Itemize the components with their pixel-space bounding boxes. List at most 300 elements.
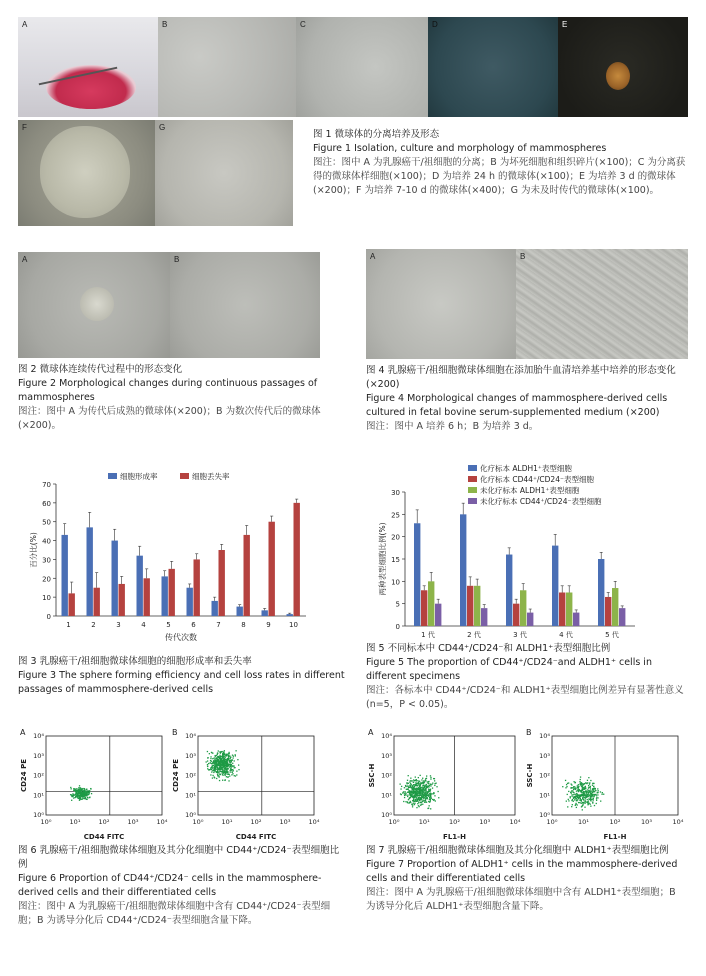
scatter-point xyxy=(421,779,422,780)
y-tick-label: 60 xyxy=(42,499,51,508)
scatter-point xyxy=(429,801,430,802)
scatter-point xyxy=(234,760,235,761)
y-tick-label: 0 xyxy=(46,613,51,621)
caption-note: 图注：图中 A 培养 6 h；B 为培养 3 d。 xyxy=(366,421,539,432)
caption-title-en: Figure 1 Isolation, culture and morphology of mammospheres xyxy=(313,143,607,154)
bar xyxy=(428,581,434,626)
scatter-point xyxy=(431,798,432,799)
scatter-point xyxy=(424,787,425,788)
scatter-point xyxy=(422,801,423,802)
scatter-point xyxy=(231,774,232,775)
scatter-point xyxy=(590,780,591,781)
scatter-point xyxy=(227,772,228,773)
scatter-point xyxy=(413,791,414,792)
x-tick-label: 10 xyxy=(289,621,298,629)
x-tick-label: 10³ xyxy=(127,818,139,826)
y-tick-label: 10² xyxy=(185,771,196,780)
y-tick-label: 10⁴ xyxy=(381,732,392,740)
scatter-point xyxy=(225,759,226,760)
legend-swatch xyxy=(468,476,477,482)
scatter-point xyxy=(230,757,231,758)
scatter-point xyxy=(421,802,422,803)
scatter-point xyxy=(413,779,414,780)
panel-label: A xyxy=(368,728,374,737)
scatter-point xyxy=(427,791,428,792)
scatter-point xyxy=(416,797,417,798)
scatter-point xyxy=(227,760,228,761)
bar xyxy=(94,588,100,616)
scatter-point xyxy=(580,779,581,780)
scatter-point xyxy=(593,798,594,799)
scatter-point xyxy=(424,797,425,798)
scatter-point xyxy=(571,796,572,797)
scatter-point xyxy=(579,800,580,801)
scatter-point xyxy=(236,771,237,772)
scatter-point xyxy=(408,786,409,787)
scatter-point xyxy=(579,781,580,782)
scatter-point xyxy=(585,797,586,798)
scatter-point xyxy=(584,807,585,808)
scatter-point xyxy=(420,783,421,784)
scatter-point xyxy=(78,789,79,790)
scatter-point xyxy=(207,766,208,767)
fig4-panel-b xyxy=(516,249,688,359)
scatter-point xyxy=(214,757,215,758)
scatter-point xyxy=(576,787,577,788)
scatter-point xyxy=(586,782,587,783)
scatter-point xyxy=(428,789,429,790)
scatter-point xyxy=(420,805,421,806)
scatter-point xyxy=(228,780,229,781)
scatter-point xyxy=(425,785,426,786)
scatter-point xyxy=(226,754,227,755)
x-tick-label: 10⁴ xyxy=(156,818,168,826)
scatter-point xyxy=(238,764,239,765)
scatter-point xyxy=(413,797,414,798)
y-tick-label: 10⁰ xyxy=(185,811,196,819)
scatter-point xyxy=(222,770,223,771)
scatter-point xyxy=(215,761,216,762)
scatter-point xyxy=(218,764,219,765)
scatter-point xyxy=(404,787,405,788)
scatter-point xyxy=(417,800,418,801)
fig1-panel-b xyxy=(158,17,296,117)
scatter-point xyxy=(214,759,215,760)
scatter-point xyxy=(416,780,417,781)
y-tick-label: 10 xyxy=(391,578,400,587)
scatter-point xyxy=(415,794,416,795)
scatter-point xyxy=(593,791,594,792)
scatter-point xyxy=(410,801,411,802)
y-tick-label: 10³ xyxy=(539,751,550,760)
scatter-point xyxy=(416,807,417,808)
scatter-point xyxy=(412,804,413,805)
scatter-point xyxy=(573,797,574,798)
x-axis-label: CD44 FITC xyxy=(83,833,125,841)
scatter-point xyxy=(576,807,577,808)
scatter-point xyxy=(572,790,573,791)
fig1-caption xyxy=(313,128,688,198)
x-tick-label: 10³ xyxy=(479,818,491,826)
bar xyxy=(612,588,618,626)
scatter-point xyxy=(581,799,582,800)
scatter-point xyxy=(89,797,90,798)
scatter-point xyxy=(211,761,212,762)
scatter-point xyxy=(421,783,422,784)
scatter-point xyxy=(413,788,414,789)
scatter-point xyxy=(215,756,216,757)
bar xyxy=(460,514,466,626)
scatter-point xyxy=(220,757,221,758)
scatter-point xyxy=(587,780,588,781)
caption-title-en: Figure 2 Morphological changes during continuous passages of mammospheres xyxy=(18,378,318,403)
scatter-point xyxy=(218,758,219,759)
scatter-point xyxy=(407,780,408,781)
scatter-point xyxy=(217,775,218,776)
scatter-point xyxy=(588,785,589,786)
caption-title-en: Figure 7 Proportion of ALDH1⁺ cells in the mammosphere-derived cells and their differentiated cells xyxy=(366,859,678,884)
scatter-point xyxy=(81,794,82,795)
scatter-point xyxy=(565,780,566,781)
scatter-point xyxy=(415,776,416,777)
scatter-point xyxy=(229,759,230,760)
scatter-point xyxy=(407,801,408,802)
scatter-point xyxy=(76,795,77,796)
scatter-point xyxy=(578,786,579,787)
y-tick-label: 0 xyxy=(395,623,400,631)
scatter-point xyxy=(405,786,406,787)
fig7-flow-plot-b xyxy=(524,726,684,841)
scatter-point xyxy=(210,756,211,757)
scatter-point xyxy=(422,797,423,798)
scatter-point xyxy=(584,803,585,804)
scatter-point xyxy=(401,794,402,795)
caption-title-en: Figure 6 Proportion of CD44⁺/CD24⁻ cells in the mammosphere-derived cells and their differentiated cells xyxy=(18,873,322,898)
scatter-point xyxy=(417,791,418,792)
scatter-point xyxy=(588,777,589,778)
scatter-point xyxy=(589,799,590,800)
x-tick-label: 10⁴ xyxy=(308,818,320,826)
scatter-point xyxy=(80,790,81,791)
scatter-point xyxy=(432,799,433,800)
scatter-point xyxy=(575,799,576,800)
scatter-point xyxy=(578,790,579,791)
scatter-point xyxy=(572,792,573,793)
scatter-point xyxy=(216,771,217,772)
y-axis-label: CD24 PE xyxy=(20,758,28,793)
scatter-point xyxy=(217,772,218,773)
scatter-point xyxy=(220,761,221,762)
scatter-point xyxy=(217,767,218,768)
scatter-point xyxy=(78,798,79,799)
scatter-point xyxy=(422,804,423,805)
scatter-point xyxy=(73,788,74,789)
scatter-point xyxy=(426,795,427,796)
scatter-point xyxy=(602,792,603,793)
bar xyxy=(137,556,143,616)
scatter-point xyxy=(568,791,569,792)
scatter-point xyxy=(428,786,429,787)
bar xyxy=(527,613,533,626)
scatter-point xyxy=(592,788,593,789)
scatter-point xyxy=(603,794,604,795)
scatter-point xyxy=(76,791,77,792)
scatter-point xyxy=(429,798,430,799)
scatter-point xyxy=(422,778,423,779)
y-tick-label: 10⁰ xyxy=(381,811,392,819)
x-tick-label: 10² xyxy=(250,818,262,826)
mammosphere xyxy=(80,287,114,321)
scatter-point xyxy=(597,788,598,789)
scatter-point xyxy=(418,795,419,796)
scatter-point xyxy=(207,757,208,758)
panel-label: B xyxy=(172,728,178,737)
scatter-point xyxy=(409,782,410,783)
scatter-point xyxy=(227,765,228,766)
scatter-point xyxy=(428,801,429,802)
scatter-point xyxy=(430,789,431,790)
scatter-point xyxy=(80,796,81,797)
scatter-point xyxy=(230,763,231,764)
scatter-point xyxy=(587,799,588,800)
legend-label: 细胞丢失率 xyxy=(192,472,230,481)
scatter-point xyxy=(216,758,217,759)
scatter-point xyxy=(424,802,425,803)
panel-label: B xyxy=(520,252,526,261)
scatter-point xyxy=(580,776,581,777)
fig1-panel-a xyxy=(18,17,158,117)
scatter-point xyxy=(72,795,73,796)
x-tick-label: 10⁴ xyxy=(509,818,521,826)
scatter-point xyxy=(217,770,218,771)
scatter-point xyxy=(211,767,212,768)
scatter-point xyxy=(71,788,72,789)
scatter-point xyxy=(209,762,210,763)
bar xyxy=(520,590,526,626)
scatter-point xyxy=(600,791,601,792)
scatter-point xyxy=(576,790,577,791)
scatter-point xyxy=(587,804,588,805)
scatter-point xyxy=(224,750,225,751)
scatter-point xyxy=(583,792,584,793)
scatter-point xyxy=(222,760,223,761)
scatter-point xyxy=(235,750,236,751)
caption-note: 图注：图中 A 为传代后成熟的微球体(×200)；B 为数次传代后的微球体(×200)。 xyxy=(18,406,321,431)
y-tick-label: 10⁰ xyxy=(33,811,44,819)
scatter-point xyxy=(73,790,74,791)
scatter-point xyxy=(597,794,598,795)
scatter-point xyxy=(420,775,421,776)
scatter-point xyxy=(223,755,224,756)
scatter-point xyxy=(404,793,405,794)
scatter-point xyxy=(418,789,419,790)
scatter-point xyxy=(407,795,408,796)
caption-note: 图注：图中 A 为乳腺癌干/祖细胞的分离；B 为坏死细胞和组织碎片(×100)；C 为分离获得的微球体样细胞(×100)；D 为培养 24 h 的微球体(×100)；E 为培养 3 d 的微球体(×200)；F 为培养 7-10 d 的微球体(×400)；G 为未及时传代的微球体(×100)。 xyxy=(313,157,686,196)
scatter-point xyxy=(212,777,213,778)
fig1-panel-d xyxy=(428,17,558,117)
scatter-point xyxy=(418,787,419,788)
scatter-point xyxy=(574,788,575,789)
x-tick-label: 10³ xyxy=(279,818,291,826)
scatter-point xyxy=(568,782,569,783)
caption-title-cn: 图 2 微球体连续传代过程中的形态变化 xyxy=(18,364,183,375)
panel-label: F xyxy=(22,123,27,132)
bar xyxy=(269,522,275,616)
fig4-panel-a xyxy=(366,249,516,359)
scatter-point xyxy=(221,767,222,768)
scatter-point xyxy=(422,787,423,788)
scatter-point xyxy=(425,780,426,781)
scatter-point xyxy=(207,764,208,765)
scatter-point xyxy=(207,760,208,761)
scatter-point xyxy=(226,772,227,773)
scatter-point xyxy=(409,785,410,786)
scatter-point xyxy=(583,793,584,794)
x-tick-label: 6 xyxy=(191,621,196,629)
scatter-point xyxy=(414,785,415,786)
scatter-point xyxy=(409,798,410,799)
scatter-point xyxy=(86,792,87,793)
x-tick-label: 3 代 xyxy=(513,631,527,639)
scatter-point xyxy=(594,805,595,806)
caption-title-cn: 图 7 乳腺癌干/祖细胞微球体细胞及其分化细胞中 ALDH1⁺表型细胞比例 xyxy=(366,845,669,856)
scatter-point xyxy=(593,796,594,797)
scatter-point xyxy=(222,769,223,770)
scatter-point xyxy=(420,795,421,796)
caption-title-cn: 图 1 微球体的分离培养及形态 xyxy=(313,129,440,140)
scatter-point xyxy=(227,763,228,764)
x-tick-label: 1 代 xyxy=(421,631,435,639)
y-tick-label: 10¹ xyxy=(185,791,196,800)
fig5-caption xyxy=(366,642,688,712)
scatter-point xyxy=(85,794,86,795)
y-tick-label: 10³ xyxy=(185,751,196,760)
fig6-flow-plot-a xyxy=(18,726,168,841)
scatter-point xyxy=(75,790,76,791)
bar xyxy=(619,608,625,626)
scatter-point xyxy=(568,799,569,800)
scatter-point xyxy=(425,790,426,791)
scatter-point xyxy=(577,804,578,805)
scatter-point xyxy=(220,771,221,772)
x-tick-label: 10² xyxy=(98,818,110,826)
caption-title-en: Figure 3 The sphere forming efficiency and cell loss rates in different passages of mammosphere-derived cells xyxy=(18,670,345,695)
scatter-point xyxy=(578,802,579,803)
scatter-point xyxy=(227,768,228,769)
scatter-point xyxy=(222,764,223,765)
scatter-point xyxy=(216,778,217,779)
scatter-point xyxy=(581,784,582,785)
caption-title-en: Figure 4 Morphological changes of mammosphere-derived cells cultured in fetal bovine serum-supplemented medium (×200) xyxy=(366,393,668,418)
scatter-point xyxy=(595,794,596,795)
caption-title-en: Figure 5 The proportion of CD44⁺/CD24⁻and ALDH1⁺ cells in different specimens xyxy=(366,657,652,682)
y-tick-label: 10⁴ xyxy=(539,732,550,740)
scatter-point xyxy=(587,794,588,795)
bar xyxy=(467,586,473,626)
scatter-point xyxy=(585,794,586,795)
scatter-point xyxy=(570,796,571,797)
scatter-point xyxy=(436,786,437,787)
scatter-point xyxy=(234,767,235,768)
caption-title-cn: 图 3 乳腺癌干/祖细胞微球体细胞的细胞形成率和丢失率 xyxy=(18,656,252,667)
scatter-point xyxy=(229,775,230,776)
scatter-point xyxy=(228,752,229,753)
scatter-point xyxy=(420,790,421,791)
scatter-point xyxy=(233,765,234,766)
scatter-point xyxy=(217,774,218,775)
scatter-point xyxy=(226,761,227,762)
scatter-point xyxy=(222,753,223,754)
scatter-point xyxy=(428,781,429,782)
scatter-point xyxy=(580,783,581,784)
y-tick-label: 20 xyxy=(391,533,400,542)
scatter-point xyxy=(414,792,415,793)
scatter-point xyxy=(571,806,572,807)
scatter-point xyxy=(438,797,439,798)
scatter-point xyxy=(567,794,568,795)
x-tick-label: 10⁰ xyxy=(388,818,400,826)
scatter-point xyxy=(581,790,582,791)
scatter-point xyxy=(222,774,223,775)
y-tick-label: 10¹ xyxy=(33,791,44,800)
scatter-point xyxy=(238,769,239,770)
scatter-point xyxy=(589,783,590,784)
scatter-point xyxy=(575,794,576,795)
plot-frame xyxy=(46,736,162,815)
scatter-point xyxy=(222,773,223,774)
scatter-point xyxy=(221,751,222,752)
scatter-point xyxy=(412,806,413,807)
scatter-point xyxy=(582,803,583,804)
scatter-point xyxy=(217,754,218,755)
bar xyxy=(573,613,579,626)
scatter-point xyxy=(214,777,215,778)
scatter-point xyxy=(427,795,428,796)
scatter-point xyxy=(567,783,568,784)
x-tick-label: 10¹ xyxy=(221,818,233,826)
y-tick-label: 40 xyxy=(42,537,51,546)
scatter-point xyxy=(579,802,580,803)
scatter-point xyxy=(425,778,426,779)
x-tick-label: 4 xyxy=(141,621,146,629)
bar xyxy=(435,604,441,626)
scatter-point xyxy=(421,797,422,798)
scatter-point xyxy=(411,787,412,788)
y-axis-label: 两种表型细胞比例(%) xyxy=(378,522,387,596)
scatter-point xyxy=(415,784,416,785)
scatter-point xyxy=(425,798,426,799)
scatter-point xyxy=(430,808,431,809)
scatter-point xyxy=(430,775,431,776)
scatter-point xyxy=(420,797,421,798)
scatter-point xyxy=(596,800,597,801)
scatter-point xyxy=(90,788,91,789)
scatter-point xyxy=(223,761,224,762)
fig7-flow-plot-a xyxy=(366,726,521,841)
scatter-point xyxy=(413,800,414,801)
scatter-point xyxy=(413,798,414,799)
fig1-panel-f xyxy=(18,120,155,226)
scatter-point xyxy=(419,785,420,786)
scatter-point xyxy=(574,799,575,800)
scatter-point xyxy=(434,780,435,781)
scatter-point xyxy=(587,795,588,796)
scatter-point xyxy=(210,774,211,775)
scatter-point xyxy=(77,793,78,794)
scatter-point xyxy=(413,781,414,782)
mammosphere xyxy=(606,62,630,90)
scatter-point xyxy=(416,789,417,790)
